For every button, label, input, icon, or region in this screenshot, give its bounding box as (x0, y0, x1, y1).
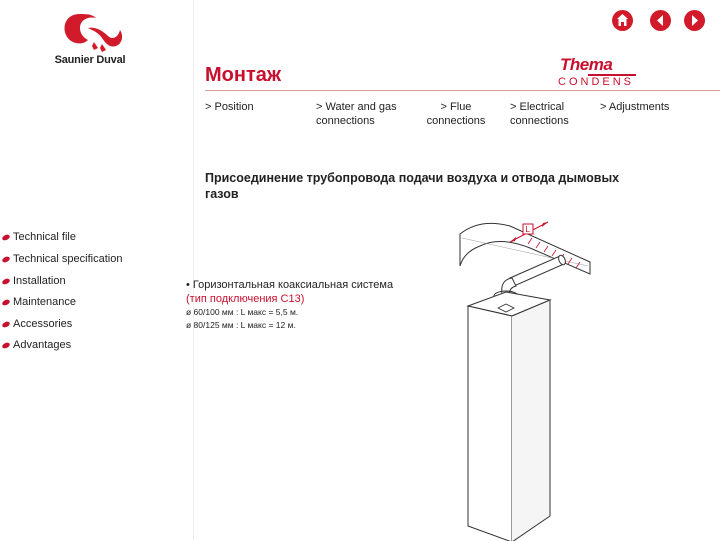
sidebar-item-label: Accessories (13, 318, 73, 330)
arrow-left-icon (650, 10, 671, 31)
sidebar-item-technical-specification[interactable] (2, 253, 122, 265)
bullet-icon (1, 320, 10, 328)
next-button[interactable] (684, 10, 705, 31)
page-title: Монтаж (205, 64, 282, 86)
connection-type: (тип подключения С13) (186, 293, 305, 305)
bullet-icon (1, 255, 10, 263)
sidebar-item-label: Advantages (13, 339, 72, 351)
sidebar-item-installation[interactable] (2, 275, 66, 287)
arrow-right-icon (684, 10, 705, 31)
vertical-divider (193, 0, 194, 540)
bullet-icon (1, 341, 10, 349)
home-icon (612, 10, 633, 31)
product-logo-bottom: CONDENS (558, 76, 635, 88)
sidebar-item-technical-file[interactable] (2, 231, 76, 243)
sidebar-item-accessories[interactable] (2, 318, 72, 330)
sidebar-item-label: Installation (13, 275, 66, 287)
sidebar-item-advantages[interactable] (2, 339, 71, 351)
bullet-icon (1, 233, 10, 241)
tab-adjustments[interactable]: > Adjustments (600, 101, 670, 113)
spec-line: ø 60/100 мм : L макс = 5,5 м. (186, 307, 299, 317)
tab-water-and-gas-connections[interactable]: > Water and gas connections (316, 101, 397, 127)
section-heading: Присоединение трубопровода подачи воздуха и отвода дымовых газов (205, 171, 620, 201)
flue-installation-diagram (440, 196, 610, 541)
bullet-icon (1, 277, 10, 285)
system-description (186, 278, 393, 306)
product-logo-top: Thema (560, 55, 613, 74)
sidebar-item-label: Technical specification (13, 253, 123, 265)
title-underline (205, 90, 720, 91)
dimension-label: L (525, 225, 530, 234)
saunier-duval-logo-icon (58, 8, 132, 52)
sidebar-item-label: Technical file (13, 231, 76, 243)
sidebar-item-label: Maintenance (13, 296, 76, 308)
bullet-icon (1, 298, 10, 306)
brand-name: Saunier Duval (54, 54, 126, 66)
tab-electrical-connections[interactable]: > Electrical connections (510, 101, 569, 127)
tab-position[interactable]: > Position (205, 101, 254, 113)
sidebar-item-maintenance[interactable] (2, 296, 76, 308)
spec-line: ø 80/125 мм : L макс = 12 м. (186, 320, 296, 330)
previous-button[interactable] (650, 10, 671, 31)
tab-flue-connections[interactable]: > Flue connections (426, 101, 486, 127)
system-title: • Горизонтальная коаксиальная система (186, 279, 394, 291)
home-button[interactable] (612, 10, 633, 31)
